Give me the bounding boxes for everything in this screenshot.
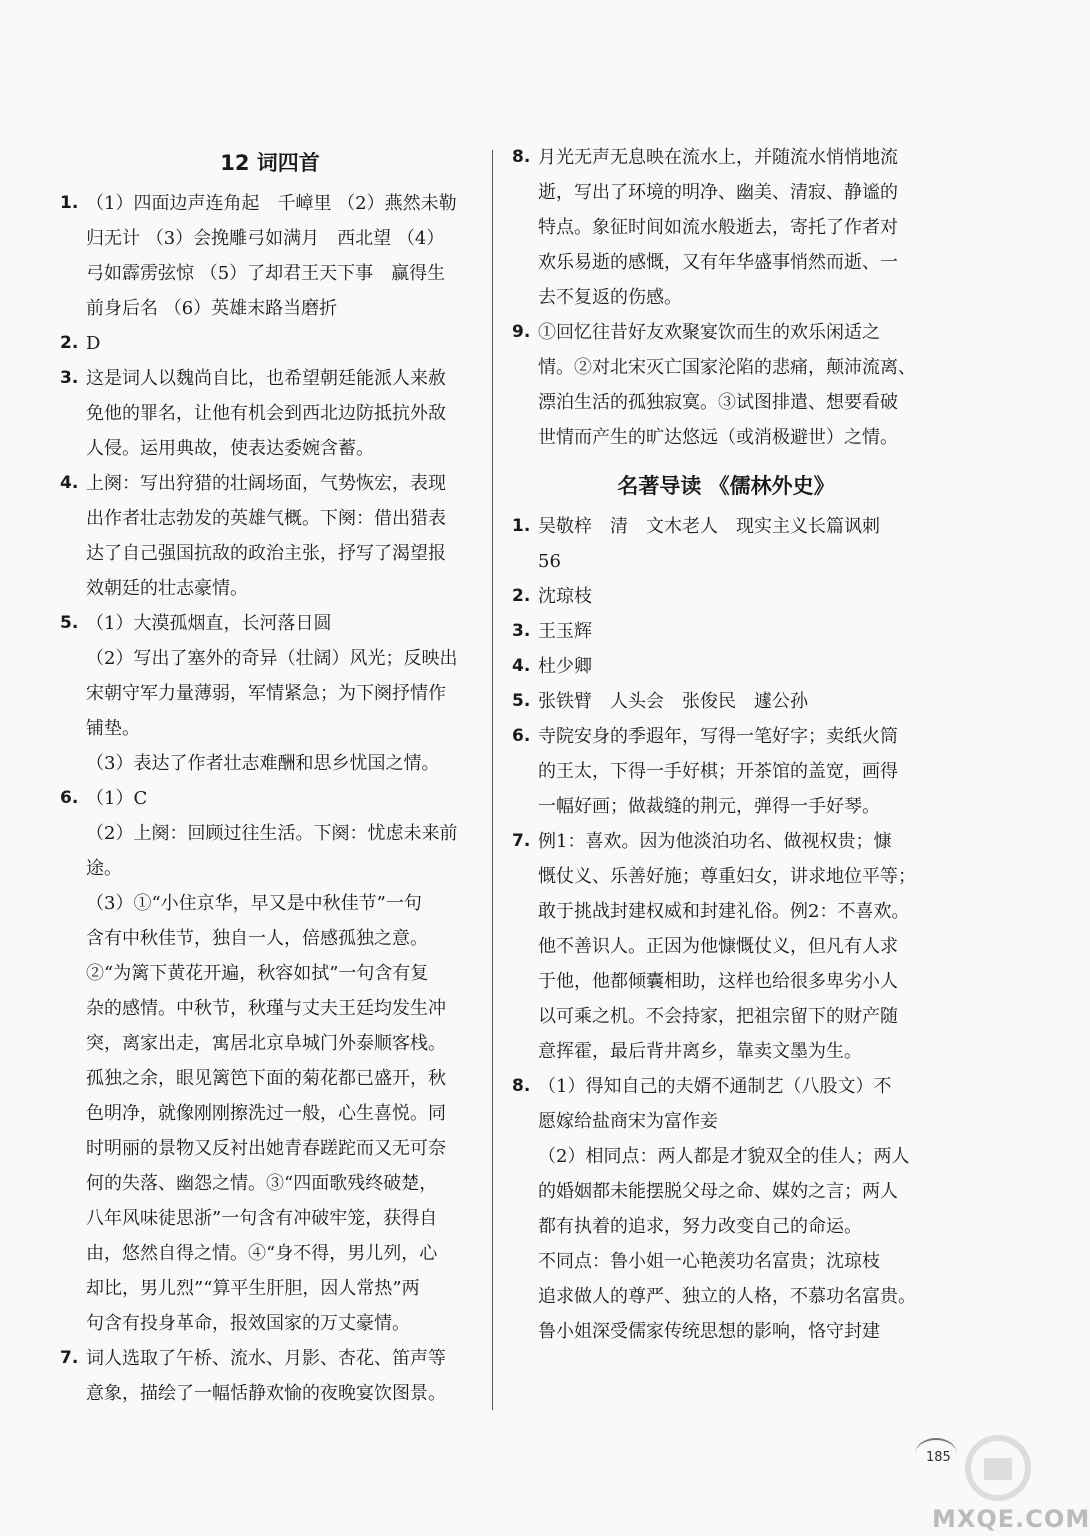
- answer-line: 慨仗义、乐善好施；尊重妇女，讲求地位平等；: [538, 866, 916, 887]
- answer-line: 特点。象征时间如流水般逝去，寄托了作者对: [538, 217, 898, 238]
- answer-item: [60, 186, 480, 326]
- answer-list-right-a: [512, 140, 940, 455]
- answer-line: 追求做人的尊严、独立的人格，不慕功名富贵。: [538, 1286, 916, 1307]
- answer-item: [512, 649, 940, 684]
- answer-number: 6.: [512, 726, 531, 746]
- answer-line: 杂的感情。中秋节，秋瑾与丈夫王廷均发生冲: [86, 998, 446, 1019]
- answer-item: [512, 579, 940, 614]
- answer-item: [60, 361, 480, 466]
- answer-item: [60, 466, 480, 606]
- answer-line: 王玉辉: [538, 621, 592, 642]
- answer-line: 的婚姻都未能摆脱父母之命、媒妁之言；两人: [538, 1181, 898, 1202]
- answer-line: 的王太，下得一手好棋；开茶馆的盖宽，画得: [538, 761, 898, 782]
- answer-line: 这是词人以魏尚自比，也希望朝廷能派人来赦: [86, 368, 446, 389]
- answer-line: 却比，男儿烈”“算平生肝胆，因人常热”两: [86, 1278, 420, 1299]
- answer-item: [60, 1341, 480, 1411]
- answer-list-right-b: [512, 509, 940, 1349]
- answer-line: 效朝廷的壮志豪情。: [86, 578, 248, 599]
- answer-line: 达了自己强国抗敌的政治主张，抒写了渴望报: [86, 543, 446, 564]
- answer-number: 2.: [512, 586, 531, 606]
- answer-number: 3.: [60, 368, 79, 388]
- answer-line: ②“为篱下黄花开遍，秋容如拭”一句含有复: [86, 963, 429, 984]
- answer-line: 世情而产生的旷达悠远（或消极避世）之情。: [538, 427, 898, 448]
- answer-line: （3）①“小住京华，早又是中秋佳节”一句: [86, 893, 422, 914]
- answer-item: [60, 606, 480, 781]
- answer-line: 色明净，就像刚刚擦洗过一般，心生喜悦。同: [86, 1103, 446, 1124]
- answer-item: [512, 315, 940, 455]
- answer-line: 人侵。运用典故，使表达委婉含蓄。: [86, 438, 374, 459]
- answer-line: 归无计 （3）会挽雕弓如满月 西北望 （4）: [86, 228, 445, 249]
- answer-number: 7.: [60, 1348, 79, 1368]
- answer-number: 3.: [512, 621, 531, 641]
- answer-line: 张铁臂 人头会 张俊民 遽公孙: [538, 691, 808, 712]
- section-heading-ci-si-shou: 12 词四首: [220, 151, 320, 175]
- answer-line: 突，离家出走，寓居北京阜城门外泰顺客栈。: [86, 1033, 446, 1054]
- answer-line: 孤独之余，眼见篱笆下面的菊花都已盛开，秋: [86, 1068, 446, 1089]
- answer-line: （3）表达了作者壮志难酬和思乡忧国之情。: [86, 753, 440, 774]
- answer-item: [512, 824, 940, 1069]
- answer-line: 漂泊生活的孤独寂寞。③试图排遣、想要看破: [538, 392, 898, 413]
- answer-line: 免他的罪名，让他有机会到西北边防抵抗外敌: [86, 403, 446, 424]
- answer-number: 9.: [512, 322, 531, 342]
- answer-line: 逝，写出了环境的明净、幽美、清寂、静谧的: [538, 182, 898, 203]
- answer-number: 6.: [60, 788, 79, 808]
- answer-line: 句含有投身革命，报效国家的万丈豪情。: [86, 1313, 410, 1334]
- answer-line: （1）C: [86, 788, 148, 809]
- answer-item: [60, 781, 480, 1341]
- answer-line: 杜少卿: [538, 656, 592, 677]
- answer-line: （1）大漠孤烟直，长河落日圆: [86, 613, 332, 634]
- answer-line: 鲁小姐深受儒家传统思想的影响，恪守封建: [538, 1321, 880, 1342]
- answer-number: 1.: [60, 193, 79, 213]
- answer-number: 5.: [512, 691, 531, 711]
- answer-line: 时明丽的景物又反衬出她青春蹉跎而又无可奈: [86, 1138, 446, 1159]
- answer-line: 以可乘之机。不会持家，把祖宗留下的财产随: [538, 1006, 898, 1027]
- answer-line: 于他，他都倾囊相助，这样也给很多卑劣小人: [538, 971, 898, 992]
- answer-list-left: [60, 186, 480, 1411]
- answer-line: （1）得知自己的夫婿不通制艺（八股文）不: [538, 1076, 892, 1097]
- answer-line: 寺院安身的季遐年，写得一笔好字；卖纸火筒: [538, 726, 898, 747]
- answer-number: 1.: [512, 516, 531, 536]
- answer-line: 铺垫。: [86, 718, 140, 739]
- answer-line: 上阕：写出狩猎的壮阔场面，气势恢宏，表现: [86, 473, 446, 494]
- answer-line: 由，悠然自得之情。④“身不得，男儿列，心: [86, 1243, 438, 1264]
- answer-line: 弓如霹雳弦惊 （5）了却君王天下事 赢得生: [86, 263, 446, 284]
- answer-number: 8.: [512, 147, 531, 167]
- column-divider: [492, 150, 493, 1410]
- answer-number: 5.: [60, 613, 79, 633]
- answer-item: [512, 509, 940, 579]
- page-number: 185: [926, 1450, 951, 1465]
- left-column: [60, 140, 480, 1411]
- answer-item: [512, 1069, 940, 1349]
- answer-line: 出作者壮志勃发的英雄气概。下阕：借出猎表: [86, 508, 446, 529]
- answer-item: [60, 326, 480, 361]
- answer-line: 敢于挑战封建权威和封建礼俗。例2：不喜欢。: [538, 901, 910, 922]
- answer-line: 宋朝守军力量薄弱，军情紧急；为下阕抒情作: [86, 683, 446, 704]
- answer-line: D: [86, 333, 101, 354]
- answer-line: 一幅好画；做裁缝的荆元，弹得一手好琴。: [538, 796, 880, 817]
- section-heading-rulin-waishi: 名著导读 《儒林外史》: [617, 474, 835, 498]
- right-column: [512, 140, 940, 1349]
- answer-line: 去不复返的伤感。: [538, 287, 682, 308]
- answer-line: 都有执着的追求，努力改变自己的命运。: [538, 1216, 862, 1237]
- answer-line: 月光无声无息映在流水上，并随流水悄悄地流: [538, 147, 898, 168]
- answer-number: 4.: [512, 656, 531, 676]
- answer-line: 愿嫁给盐商宋为富作妾: [538, 1111, 718, 1132]
- answer-line: 56: [538, 551, 561, 572]
- answer-line: 欢乐易逝的感慨，又有年华盛事悄然而逝、一: [538, 252, 898, 273]
- answer-line: （2）相同点：两人都是才貌双全的佳人；两人: [538, 1146, 910, 1167]
- answer-line: 含有中秋佳节，独自一人，倍感孤独之意。: [86, 928, 428, 949]
- answer-line: 前身后名 （6）英雄末路当磨折: [86, 298, 338, 319]
- watermark-text: MXQE.COM: [932, 1505, 1090, 1533]
- answer-line: （2）写出了塞外的奇异（壮阔）风光；反映出: [86, 648, 458, 669]
- answer-line: 情。②对北宋灭亡国家沦陷的悲痛，颠沛流离、: [538, 357, 916, 378]
- answer-line: （2）上阕：回顾过往生活。下阕：忧虑未来前途。: [86, 823, 458, 879]
- answer-item: [512, 614, 940, 649]
- answer-number: 7.: [512, 831, 531, 851]
- answer-line: 词人选取了午桥、流水、月影、杏花、笛声等: [86, 1348, 446, 1369]
- answer-line: 例1：喜欢。因为他淡泊功名、做视权贵；慷: [538, 831, 892, 852]
- answer-line: 他不善识人。正因为他慷慨仗义，但凡有人求: [538, 936, 898, 957]
- answer-line: 意象，描绘了一幅恬静欢愉的夜晚宴饮图景。: [86, 1383, 446, 1404]
- answer-line: 何的失落、幽怨之情。③“四面歌残终破楚，: [86, 1173, 438, 1194]
- answer-line: 八年风味徒思浙”一句含有冲破牢笼，获得自: [86, 1208, 438, 1229]
- answer-line: 意挥霍，最后背井离乡，靠卖文墨为生。: [538, 1041, 862, 1062]
- answer-number: 8.: [512, 1076, 531, 1096]
- answer-number: 2.: [60, 333, 79, 353]
- answer-number: 4.: [60, 473, 79, 493]
- answer-line: ①回忆往昔好友欢聚宴饮而生的欢乐闲适之: [538, 322, 880, 343]
- answer-line: 吴敬梓 清 文木老人 现实主义长篇讽刺: [538, 516, 880, 537]
- answer-item: [512, 140, 940, 315]
- answer-item: [512, 684, 940, 719]
- answer-line: （1）四面边声连角起 千嶂里 （2）燕然未勒: [86, 193, 457, 214]
- answer-line: 不同点：鲁小姐一心艳羡功名富贵；沈琼枝: [538, 1251, 880, 1272]
- answer-item: [512, 719, 940, 824]
- answer-line: 沈琼枝: [538, 586, 592, 607]
